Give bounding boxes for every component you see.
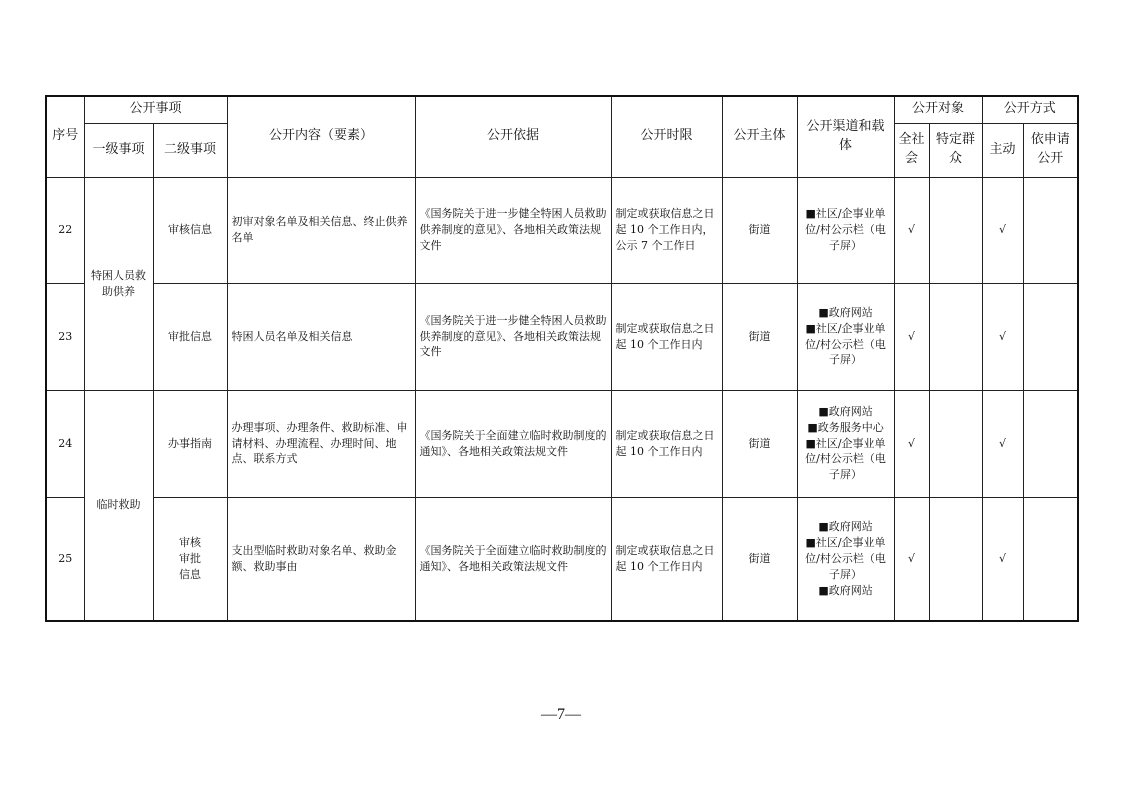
mode-active-check: √	[982, 283, 1023, 390]
basis-cell: 《国务院关于进一步健全特困人员救助供养制度的意见》、各地相关政策法规文件	[415, 177, 611, 283]
target-specific-check	[929, 177, 982, 283]
level2-cell: 审核信息	[153, 177, 227, 283]
mode-active-check: √	[982, 177, 1023, 283]
target-all-check: √	[894, 497, 929, 621]
mode-active-check: √	[982, 497, 1023, 621]
channel-cell	[797, 283, 894, 390]
channel-line: ■社区/企事业单位/村公示栏（电子屏）	[805, 207, 886, 252]
mode-request-check	[1023, 390, 1078, 497]
table-row	[46, 497, 1078, 621]
header-target-group: 公开对象	[894, 96, 982, 123]
header-level1: 一级事项	[84, 123, 153, 177]
time-limit-cell: 制定或获取信息之日起 10 个工作日内	[611, 283, 722, 390]
level2-cell: 审批信息	[153, 283, 227, 390]
level1-cell: 临时救助	[84, 390, 153, 621]
mode-request-check	[1023, 177, 1078, 283]
channel-line: ■政府网站	[818, 404, 873, 418]
target-specific-check	[929, 497, 982, 621]
header-items-group: 公开事项	[84, 96, 227, 123]
table-row	[46, 177, 1078, 283]
channel-line: ■政务服务中心	[807, 420, 884, 434]
row-seq: 22	[46, 177, 84, 283]
channel-line: ■政府网站	[818, 305, 873, 319]
channel-cell	[797, 177, 894, 283]
header-level2: 二级事项	[153, 123, 227, 177]
target-all-check: √	[894, 390, 929, 497]
subject-cell: 街道	[722, 283, 797, 390]
header-mode-request: 依申请公开	[1023, 123, 1078, 177]
header-content: 公开内容（要素）	[227, 96, 415, 177]
header-mode-active: 主动	[982, 123, 1023, 177]
table-row	[46, 283, 1078, 390]
content-cell: 初审对象名单及相关信息、终止供养名单	[227, 177, 415, 283]
mode-request-check	[1023, 283, 1078, 390]
row-seq: 25	[46, 497, 84, 621]
target-specific-check	[929, 390, 982, 497]
target-specific-check	[929, 283, 982, 390]
content-cell: 办理事项、办理条件、救助标准、申请材料、办理流程、办理时间、地点、联系方式	[227, 390, 415, 497]
level1-cell: 特困人员救助供养	[84, 177, 153, 390]
header-basis: 公开依据	[415, 96, 611, 177]
time-limit-cell: 制定或获取信息之日起 10 个工作日内	[611, 390, 722, 497]
target-all-check: √	[894, 283, 929, 390]
channel-cell	[797, 390, 894, 497]
channel-line: ■社区/企事业单位/村公示栏（电子屏）	[805, 535, 886, 581]
basis-cell: 《国务院关于全面建立临时救助制度的通知》、各地相关政策法规文件	[415, 390, 611, 497]
header-subject: 公开主体	[722, 96, 797, 177]
time-limit-cell: 制定或获取信息之日起 10 个工作日内	[611, 497, 722, 621]
subject-cell: 街道	[722, 497, 797, 621]
content-cell: 支出型临时救助对象名单、救助金额、救助事由	[227, 497, 415, 621]
basis-cell: 《国务院关于进一步健全特困人员救助供养制度的意见》、各地相关政策法规文件	[415, 283, 611, 390]
channel-cell	[797, 497, 894, 621]
channel-line: ■政府网站	[818, 519, 873, 533]
disclosure-table	[45, 95, 1079, 622]
header-seq: 序号	[46, 96, 84, 177]
mode-request-check	[1023, 497, 1078, 621]
header-channel: 公开渠道和载体	[797, 96, 894, 177]
mode-active-check: √	[982, 390, 1023, 497]
time-limit-cell: 制定或获取信息之日起 10 个工作日内，公示 7 个工作日	[611, 177, 722, 283]
level2-cell: 办事指南	[153, 390, 227, 497]
header-mode-group: 公开方式	[982, 96, 1078, 123]
level2-cell: 审核审批信息	[153, 497, 227, 621]
row-seq: 24	[46, 390, 84, 497]
table-row	[46, 390, 1078, 497]
channel-line: ■政府网站	[818, 583, 873, 597]
subject-cell: 街道	[722, 390, 797, 497]
channel-line: ■社区/企事业单位/村公示栏（电子屏）	[805, 436, 886, 482]
subject-cell: 街道	[722, 177, 797, 283]
page-number: —7—	[541, 706, 581, 723]
content-cell: 特困人员名单及相关信息	[227, 283, 415, 390]
row-seq: 23	[46, 283, 84, 390]
header-target-all: 全社会	[894, 123, 929, 177]
header-time-limit: 公开时限	[611, 96, 722, 177]
target-all-check: √	[894, 177, 929, 283]
channel-line: ■社区/企事业单位/村公示栏（电子屏）	[805, 321, 886, 367]
basis-cell: 《国务院关于全面建立临时救助制度的通知》、各地相关政策法规文件	[415, 497, 611, 621]
header-target-specific: 特定群众	[929, 123, 982, 177]
